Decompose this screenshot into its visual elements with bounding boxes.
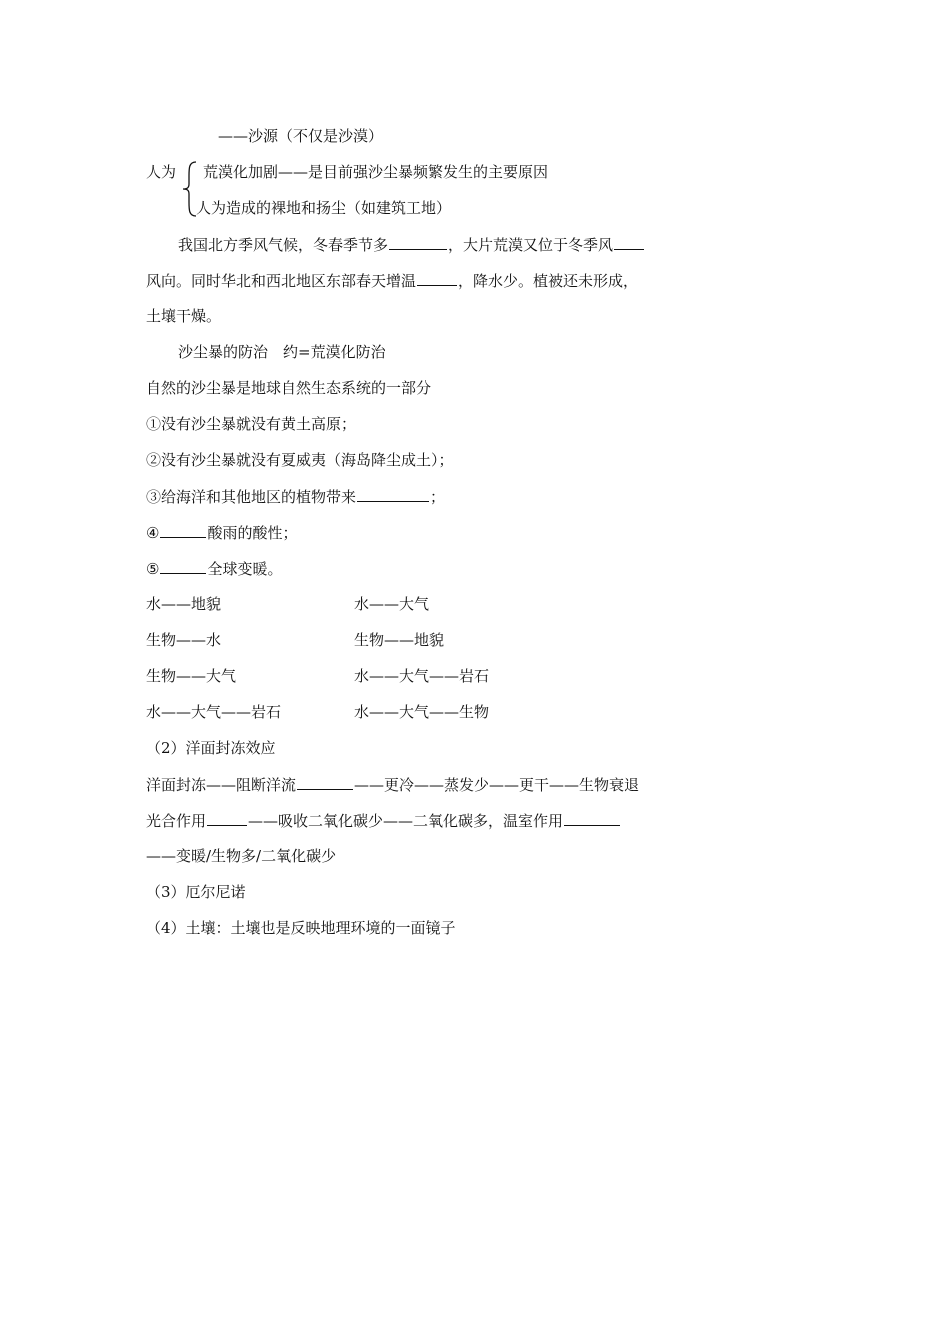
- paragraph-text: 我国北方季风气候，冬春季节多: [178, 236, 389, 254]
- pair-right: 生物——地貌: [354, 631, 445, 649]
- section-2-title: （2）洋面封冻效应: [146, 739, 276, 757]
- pair-right: 水——大气——生物: [354, 703, 490, 721]
- fill-blank[interactable]: [614, 234, 644, 250]
- paragraph-line-2: [146, 270, 638, 290]
- pair-left: 水——大气——岩石: [146, 703, 282, 721]
- paragraph-line-1: [178, 234, 645, 254]
- cause-sand-source: ——沙源（不仅是沙漠）: [218, 127, 384, 145]
- section-text: 光合作用: [146, 812, 207, 830]
- section-text: ——更冷——蒸发少——更干——生物衰退: [354, 776, 640, 794]
- paragraph-text: ，大片荒漠又位于冬季风: [448, 236, 614, 254]
- prevention-item-3: [146, 486, 445, 506]
- prevention-item-5: [146, 558, 282, 578]
- prevention-item-4: [146, 522, 297, 542]
- pair-right: 水——大气: [354, 595, 430, 613]
- pair-left: 生物——水: [146, 631, 222, 649]
- section-2-line-3: ——变暖/生物多/二氧化碳少: [146, 847, 337, 865]
- section-text: 洋面封冻——阻断洋流: [146, 776, 297, 794]
- item-text: ；: [430, 488, 446, 506]
- section-3-title: （3）厄尔尼诺: [146, 883, 246, 901]
- paragraph-text: ，降水少。植被还未形成，: [458, 272, 639, 290]
- fill-blank[interactable]: [417, 270, 457, 286]
- cause-desertification: 荒漠化加剧——是目前强沙尘暴频繁发生的主要原因: [203, 163, 549, 181]
- pair-right: 水——大气——岩石: [354, 667, 490, 685]
- paragraph-text: 风向。同时华北和西北地区东部春天增温: [146, 272, 417, 290]
- prevention-title: 沙尘暴的防治 约=荒漠化防治: [178, 343, 386, 361]
- item-text: ④: [146, 524, 160, 542]
- fill-blank[interactable]: [207, 810, 247, 826]
- item-text: 全球变暖。: [207, 560, 283, 578]
- section-4-title: （4）土壤：土壤也是反映地理环境的一面镜子: [146, 919, 456, 937]
- prevention-item-1: ①没有沙尘暴就没有黄土高原；: [146, 415, 357, 433]
- fill-blank[interactable]: [389, 234, 447, 250]
- item-text: 酸雨的酸性；: [207, 524, 298, 542]
- fill-blank[interactable]: [357, 486, 429, 502]
- fill-blank[interactable]: [297, 774, 353, 790]
- cause-human-label: 人为: [146, 163, 177, 181]
- prevention-item-2: ②没有沙尘暴就没有夏威夷（海岛降尘成土）；: [146, 451, 454, 469]
- section-2-line-2: [146, 810, 621, 830]
- paragraph-line-3: 土壤干燥。: [146, 307, 222, 325]
- item-text: ③给海洋和其他地区的植物带来: [146, 488, 357, 506]
- fill-blank[interactable]: [564, 810, 620, 826]
- item-text: ⑤: [146, 560, 160, 578]
- pair-left: 水——地貌: [146, 595, 222, 613]
- cause-bare-land: 人为造成的裸地和扬尘（如建筑工地）: [196, 199, 452, 217]
- section-text: ——吸收二氧化碳少——二氧化碳多，温室作用: [248, 812, 564, 830]
- fill-blank[interactable]: [160, 558, 206, 574]
- pair-left: 生物——大气: [146, 667, 237, 685]
- fill-blank[interactable]: [160, 522, 206, 538]
- prevention-intro: 自然的沙尘暴是地球自然生态系统的一部分: [146, 379, 432, 397]
- section-2-line-1: [146, 774, 639, 794]
